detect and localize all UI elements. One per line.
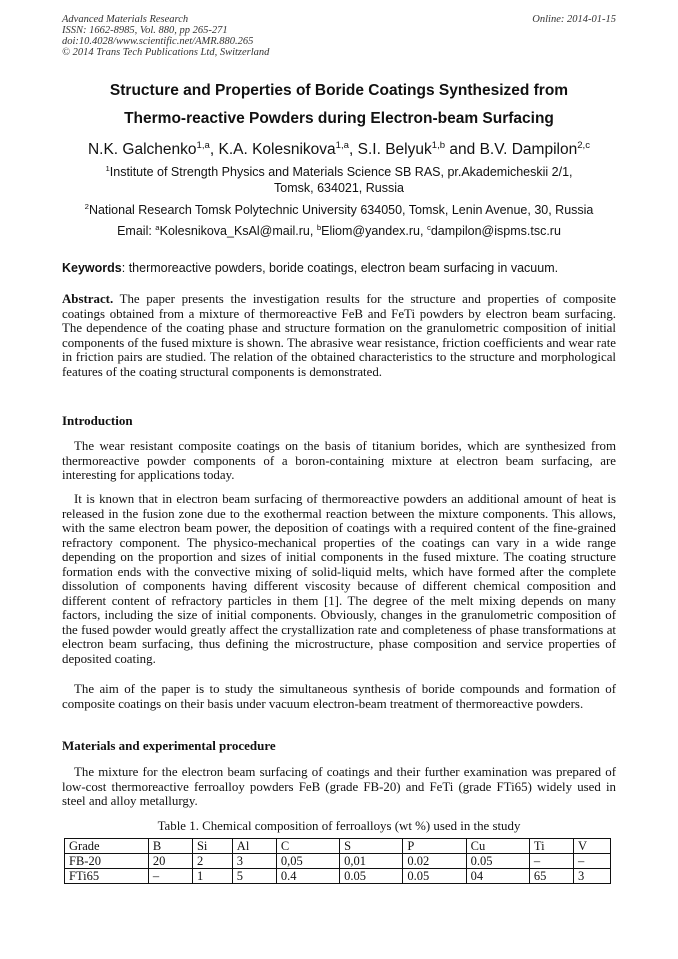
author-list: [62, 141, 616, 159]
email-sup: c: [426, 222, 431, 232]
table-cell: FTi65: [65, 869, 149, 884]
intro-paragraph-2: It is known that in electron beam surfacing of thermoreactive powders an additional amount of heat is released in the fusion zone due to the exothermal reaction between the mixture components. This allows, with the same electron beam power, the deposition of coatings with a required content of the fine-grained refractory component. The physico-mechanical properties of the coatings can vary in a wide range depending on the proportion and sizes of initial components in the fused mixture. The coating structure formation ends with the convective mixing of solid-liquid melts, which have formed after the complete dissolution of components having different viscosity because of different chemical composition and different content of refractory particles in them [1]. The degree of the melt mixing depends on many factors, including the size of initial components. Obviously, changes in the granulometric composition of the fused powder would greatly affect the crystallization rate and completeness of phase transformations at electron beam surfacing, thus defining the microstructure, phase composition and service properties of deposited coating.: [62, 492, 616, 666]
table-row: [65, 869, 611, 884]
table-cell: 3: [232, 854, 276, 869]
section-heading-materials: Materials and experimental procedure: [62, 738, 276, 753]
table-cell: 0,01: [340, 854, 403, 869]
table-cell: 65: [529, 869, 573, 884]
table-header-cell: V: [573, 839, 610, 854]
email-address[interactable]: dampilon@ispms.tsc.ru: [430, 224, 561, 238]
table-cell: 5: [232, 869, 276, 884]
email-sup: a: [155, 222, 160, 232]
table-cell: 0.05: [466, 854, 529, 869]
table-cell: 2: [192, 854, 232, 869]
affiliation-2: [62, 203, 616, 219]
email-line: [62, 224, 616, 238]
materials-paragraph-1: The mixture for the electron beam surfacing of coatings and their further examination was prepared of low-cost thermoreactive ferroalloy powders FeB (grade FB-20) and FeTi (grade FTi65) widely used in steel and alloy metallurgy.: [62, 765, 616, 808]
author-affiliation-sup: 1,a: [196, 139, 210, 151]
online-date: Online: 2014-01-15: [532, 14, 616, 25]
journal-name: Advanced Materials Research: [62, 14, 189, 25]
table-cell: 0.02: [403, 854, 466, 869]
table-cell: 0.4: [276, 869, 339, 884]
table-cell: 20: [148, 854, 192, 869]
table-header-cell: Al: [232, 839, 276, 854]
affiliation-sup: 2: [84, 201, 89, 211]
email-address[interactable]: Kolesnikova_KsAl@mail.ru: [159, 224, 310, 238]
journal-doi: doi:10.4028/www.scientific.net/AMR.880.265: [62, 36, 254, 47]
table-cell: 3: [573, 869, 610, 884]
email-separator: ,: [309, 224, 317, 238]
intro-paragraph-3: The aim of the paper is to study the simultaneous synthesis of boride compounds and formation of composite coatings on their basis under vacuum electron-beam treatment of thermoreactive powders.: [62, 682, 616, 711]
table-cell: –: [573, 854, 610, 869]
intro-paragraph-1: The wear resistant composite coatings on the basis of titanium borides, which are synthesized from thermoreactive powder components of a boron-containing mixture at electron beam surfacing, are interesting for applications today.: [62, 439, 616, 482]
table-cell: 0.05: [340, 869, 403, 884]
journal-header: [62, 14, 269, 58]
affiliation-sup: 1: [105, 163, 110, 173]
author-name: B.V. Dampilon: [479, 141, 578, 158]
affiliation-text: National Research Tomsk Polytechnic University 634050, Tomsk, Lenin Avenue, 30, Russia: [88, 203, 594, 217]
author-and: and: [445, 141, 480, 158]
table-header-cell: B: [148, 839, 192, 854]
table-header-cell: C: [276, 839, 339, 854]
table-header-cell: Cu: [466, 839, 529, 854]
author-affiliation-sup: 1,b: [431, 139, 446, 151]
paper-title-line1: Structure and Properties of Boride Coatings Synthesized from: [109, 82, 569, 99]
table-header-cell: Ti: [529, 839, 573, 854]
email-label: Email:: [117, 224, 156, 238]
abstract-text: The paper presents the investigation results for the structure and properties of composite coatings obtained from a mixture of thermoreactive FeB and FeTi powders by electron beam surfacing. The dependence of the coating phase and structure formation on the granulometric composition of initial components of the fused mixture is shown. The abrasive wear resistance, friction coefficients and wear rate in friction pairs are studied. The relation of the obtained characteristics to the structure and morphological features of the coating structural components is demonstrated.: [62, 292, 616, 379]
email-sup: b: [316, 222, 322, 232]
affiliation-1: [62, 165, 616, 196]
journal-issn: ISSN: 1662-8985, Vol. 880, pp 265-271: [62, 25, 228, 36]
table-header-cell: Grade: [65, 839, 149, 854]
affiliation-text: Institute of Strength Physics and Materials Science SB RAS, pr.Akademicheskii 2/1, Tomsk, 634021, Russia: [109, 165, 573, 195]
table-cell: 04: [466, 869, 529, 884]
keywords: [62, 261, 616, 275]
keywords-text: : thermoreactive powders, boride coatings, electron beam surfacing in vacuum.: [121, 261, 559, 275]
author-name: S.I. Belyuk: [357, 141, 432, 158]
composition-table: [64, 838, 611, 884]
paper-title-line2: Thermo-reactive Powders during Electron-beam Surfacing: [124, 110, 554, 127]
table-caption: Table 1. Chemical composition of ferroalloys (wt %) used in the study: [157, 819, 521, 833]
abstract-label: Abstract.: [62, 292, 114, 306]
table-cell: –: [148, 869, 192, 884]
table-cell: 0,05: [276, 854, 339, 869]
table-cell: –: [529, 854, 573, 869]
author-name: N.K. Galchenko: [87, 141, 197, 158]
keywords-label: Keywords: [62, 261, 122, 275]
table-cell: 1: [192, 869, 232, 884]
table-header-row: [65, 839, 611, 854]
email-separator: ,: [419, 224, 427, 238]
table-header-cell: P: [403, 839, 466, 854]
journal-copyright: © 2014 Trans Tech Publications Ltd, Switzerland: [62, 47, 270, 58]
table-cell: FB-20: [65, 854, 149, 869]
author-affiliation-sup: 1,a: [335, 139, 350, 151]
author-separator: ,: [349, 141, 358, 158]
table-row: [65, 854, 611, 869]
abstract: [62, 292, 616, 379]
table-cell: 0.05: [403, 869, 466, 884]
author-separator: ,: [209, 141, 219, 158]
table-header-cell: S: [340, 839, 403, 854]
table-header-cell: Si: [192, 839, 232, 854]
author-name: K.A. Kolesnikova: [218, 141, 336, 158]
author-affiliation-sup: 2,c: [577, 139, 591, 151]
email-address[interactable]: Eliom@yandex.ru: [321, 224, 420, 238]
section-heading-introduction: Introduction: [62, 413, 133, 428]
